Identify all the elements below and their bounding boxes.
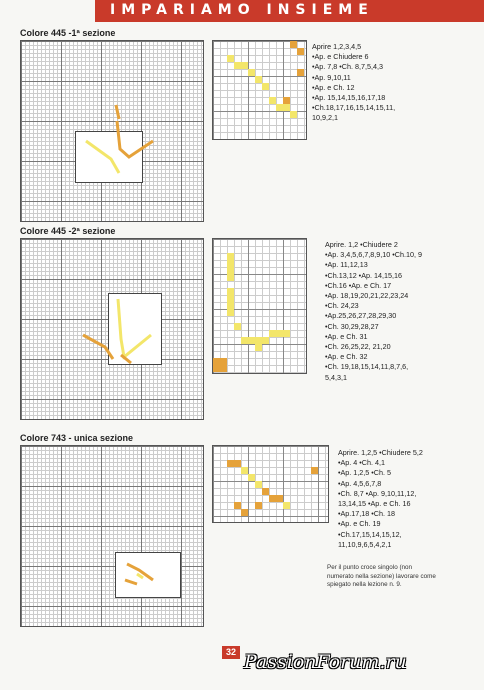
stitch-cell — [255, 337, 262, 344]
instruction-line: •Ap. 4,5,6,7,8 — [338, 478, 382, 488]
instruction-line: •Ch. 19,18,15,14,11,8,7,6, — [325, 362, 409, 372]
stitch-cell — [283, 502, 290, 509]
instruction-line: 13,14,15 •Ap. e Ch. 16 — [338, 499, 411, 509]
stitch-cell — [269, 330, 276, 337]
instruction-line: •Ch.18,17,16,15,14,15,11, — [312, 103, 396, 113]
section-3-title: Colore 743 - unica sezione — [20, 433, 134, 443]
stitch-cell — [290, 111, 297, 118]
page-number: 32 — [222, 646, 240, 659]
stitch-cell — [234, 502, 241, 509]
section-1-zoom-grid — [212, 40, 307, 140]
instruction-line: •Ap.25,26,27,28,29,30 — [325, 311, 397, 321]
stitch-cell — [241, 337, 248, 344]
instruction-line: •Ch. 8,7 •Ap. 9,10,11,12, — [338, 488, 417, 498]
stitch-cell — [213, 358, 220, 365]
instruction-line: •Ap. 18,19,20,21,22,23,24 — [325, 291, 409, 301]
stitch-cell — [269, 97, 276, 104]
instruction-line: •Ap. e Ch. 31 — [325, 331, 368, 341]
stitch-cell — [227, 260, 234, 267]
stitch-cell — [234, 323, 241, 330]
stitch-cell — [248, 69, 255, 76]
section-1-instructions — [312, 42, 395, 124]
instruction-line: •Ap. 11,12,13 — [325, 260, 368, 270]
stitch-cell — [262, 337, 269, 344]
stitch-cell — [262, 488, 269, 495]
stitch-cell — [241, 62, 248, 69]
stitch-cell — [283, 97, 290, 104]
section-2-instructions — [325, 240, 422, 383]
stitch-cell — [283, 330, 290, 337]
instruction-line: Aprire. 1,2 •Chiudere 2 — [325, 240, 398, 249]
stitch-cell — [297, 48, 304, 55]
instruction-line: 5,4,3,1 — [325, 372, 347, 382]
section-1-pattern-grid — [20, 40, 204, 222]
stitch-cell — [227, 274, 234, 281]
section-2-zoom-grid — [212, 238, 307, 374]
instruction-line: •Ch.13,12 •Ap. 14,15,16 — [325, 270, 402, 280]
stitch-cell — [297, 69, 304, 76]
stitch-cell — [227, 288, 234, 295]
stitch-cell — [227, 302, 234, 309]
instruction-line: Aprire. 1,2,5 •Chiudere 5,2 — [338, 448, 423, 457]
stitch-cell — [227, 55, 234, 62]
stitch-cell — [227, 295, 234, 302]
stitch-cell — [276, 330, 283, 337]
stitch-cell — [262, 83, 269, 90]
instruction-line: •Ch. 26,25,22, 21,20 — [325, 342, 391, 352]
instruction-line: •Ap.17,18 •Ch. 18 — [338, 509, 395, 519]
stitch-cell — [311, 467, 318, 474]
instruction-line: •Ap. e Chiudere 6 — [312, 52, 369, 62]
instruction-line: 11,10,9,6,5,4,2,1 — [338, 539, 392, 549]
watermark: PassionForum.ru — [244, 651, 407, 673]
section-3-pattern-grid — [20, 445, 204, 627]
section-1-title: Colore 445 -1ª sezione — [20, 28, 116, 38]
instruction-line: •Ch. 30,29,28,27 — [325, 321, 379, 331]
section-3-instructions — [338, 448, 423, 550]
stitch-cell — [276, 104, 283, 111]
page-header-title: IMPARIAMO INSIEME — [110, 2, 374, 18]
stitch-cell — [220, 358, 227, 365]
instruction-line: •Ap. e Ch. 12 — [312, 82, 355, 92]
stitch-cell — [227, 267, 234, 274]
section-3-zoom-grid — [212, 445, 329, 523]
instruction-line: 10,9,2,1 — [312, 113, 338, 123]
stitch-cell — [213, 365, 220, 372]
instruction-line: •Ch. 24,23 — [325, 301, 359, 311]
section-1-stitch-drawing — [21, 41, 203, 221]
instruction-line: •Ch.16 •Ap. e Ch. 17 — [325, 280, 392, 290]
section-2-pattern-grid — [20, 238, 204, 420]
section-2-title: Colore 445 -2ª sezione — [20, 226, 116, 236]
instruction-line: •Ap. 9,10,11 — [312, 72, 351, 82]
stitch-cell — [220, 365, 227, 372]
stitch-cell — [227, 253, 234, 260]
stitch-cell — [290, 41, 297, 48]
instruction-line: •Ap. 4 •Ch. 4,1 — [338, 458, 385, 468]
stitch-cell — [248, 474, 255, 481]
instruction-line: •Ap. e Ch. 19 — [338, 519, 381, 529]
stitch-cell — [283, 104, 290, 111]
stitch-cell — [269, 495, 276, 502]
stitch-cell — [255, 76, 262, 83]
stitch-cell — [255, 344, 262, 351]
instruction-line: •Ap. e Ch. 32 — [325, 352, 368, 362]
stitch-cell — [227, 309, 234, 316]
instruction-line: •Ap. 15,14,15,16,17,18 — [312, 93, 386, 103]
instruction-line: •Ch.17,15,14,15,12, — [338, 529, 402, 539]
stitch-cell — [255, 481, 262, 488]
instruction-line: •Ap. 1,2,5 •Ch. 5 — [338, 468, 391, 478]
instruction-line: •Ap. 7,8 •Ch. 8,7,5,4,3 — [312, 62, 383, 72]
stitch-cell — [227, 460, 234, 467]
single-cross-stitch-note: Per il punto croce singolo (non numerato nella sezione) lavorare come spiegato nella lezione n. 9. — [327, 564, 436, 588]
stitch-cell — [234, 62, 241, 69]
stitch-cell — [234, 460, 241, 467]
stitch-cell — [248, 337, 255, 344]
section-3-stitch-drawing — [21, 446, 203, 626]
section-2-stitch-drawing — [21, 239, 203, 419]
instruction-line: •Ap. 3,4,5,6,7,8,9,10 •Ch.10, 9 — [325, 250, 422, 260]
stitch-cell — [241, 509, 248, 516]
stitch-cell — [255, 502, 262, 509]
stitch-cell — [241, 467, 248, 474]
stitch-cell — [276, 495, 283, 502]
instruction-line: Aprire 1,2,3,4,5 — [312, 42, 362, 51]
